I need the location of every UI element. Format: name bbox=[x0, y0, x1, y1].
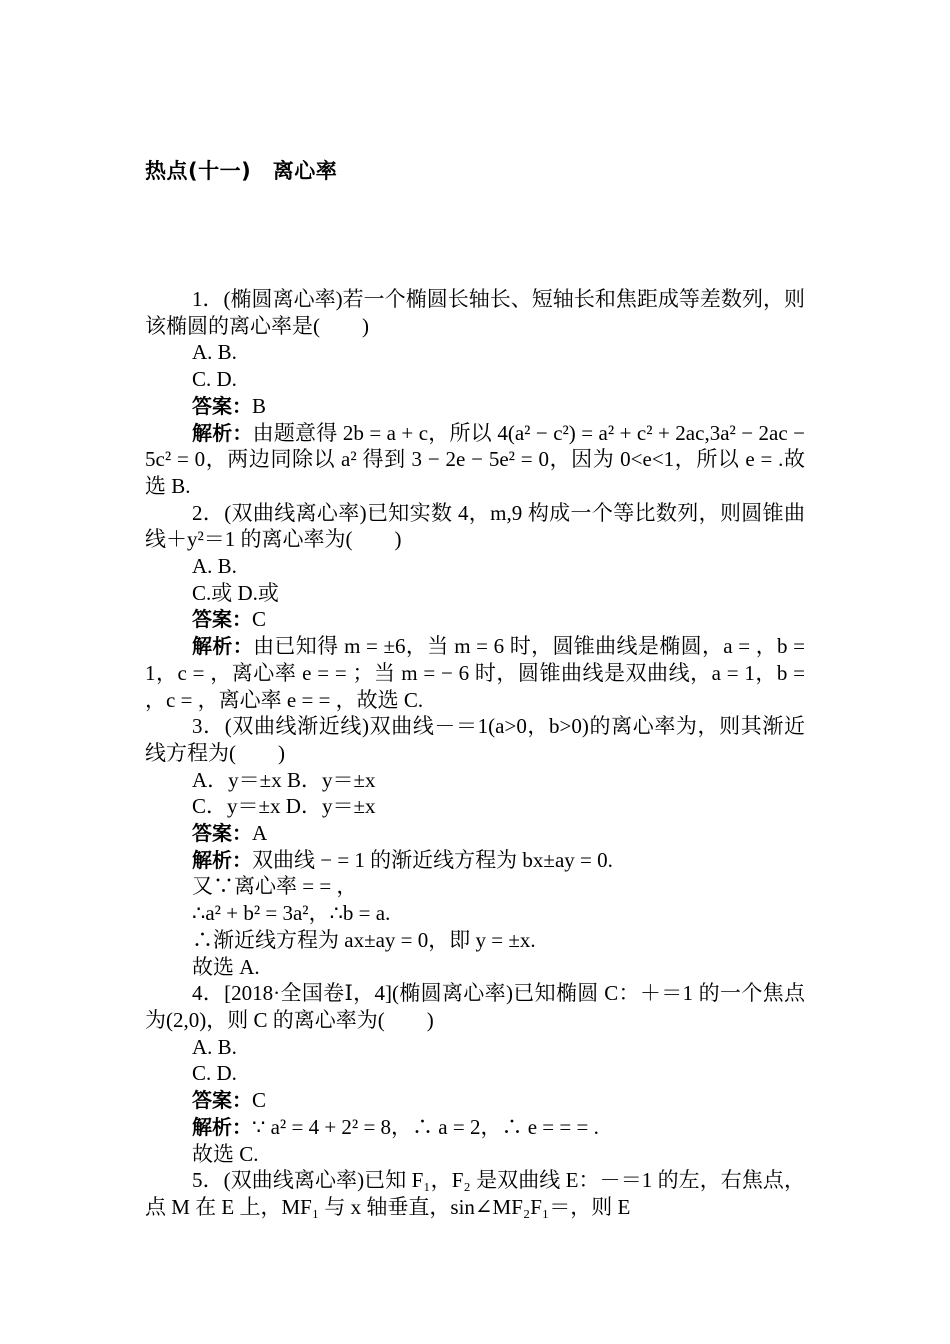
q1-analysis bbox=[145, 420, 805, 500]
q4-answer bbox=[145, 1087, 805, 1114]
answer-label: 答案： bbox=[192, 1088, 252, 1113]
answer-value: C bbox=[252, 607, 267, 632]
analysis-text: 由题意得 2b = a + c，所以 4(a² − c²) = a² + c² + 2ac,3a² − 2ac − 5c² = 0，两边同除以 a² 得到 3 − 2e − 5e² = 0，因为 0<e<1，所以 e = .故选 B. bbox=[145, 420, 805, 498]
q2-options-cd: C.或 D.或 bbox=[192, 580, 279, 605]
q2-options-ab: A. B. bbox=[192, 554, 237, 579]
answer-value: C bbox=[252, 1088, 267, 1113]
q5-stem: 5．(双曲线离心率)已知 F₁，F₂ 是双曲线 E：－＝1 的左，右焦点，点 M 在 E 上，MF₁ 与 x 轴垂直，sin∠MF₂F₁＝，则 E bbox=[145, 1168, 805, 1219]
q2-stem: 2．(双曲线离心率)已知实数 4，m,9 构成一个等比数列，则圆锥曲线＋y²＝1 的离心率为( ) bbox=[145, 500, 805, 552]
q4-analysis-line-1: 故选 C. bbox=[192, 1141, 259, 1166]
q1-stem: 1．(椭圆离心率)若一个椭圆长轴长、短轴长和焦距成等差数列，则该椭圆的离心率是( ) bbox=[145, 287, 805, 338]
q3-analysis bbox=[145, 847, 805, 874]
analysis-label: 解析： bbox=[192, 634, 254, 659]
q4-stem: 4．[2018·全国卷Ⅰ，4](椭圆离心率)已知椭圆 C：＋＝1 的一个焦点为(2,0)，则 C 的离心率为( ) bbox=[145, 981, 805, 1032]
q3-analysis-line-1: 又∵离心率 = = ， bbox=[192, 874, 358, 899]
q3-answer bbox=[145, 820, 805, 847]
q3-analysis-line-4: 故选 A. bbox=[192, 954, 260, 979]
q1-options-cd: C. D. bbox=[192, 367, 237, 392]
answer-label: 答案： bbox=[192, 393, 252, 418]
answer-value: B bbox=[252, 393, 267, 418]
q1-options-ab: A. B. bbox=[192, 340, 237, 365]
page-title: 热点(十一) 离心率 bbox=[145, 159, 338, 183]
q2-analysis bbox=[145, 633, 805, 713]
q3-analysis-line-2: ∴a² + b² = 3a²，∴b = a. bbox=[192, 901, 391, 926]
analysis-text: ∵ a² = 4 + 2² = 8，∴ a = 2，∴ e = = = . bbox=[252, 1114, 599, 1139]
answer-label: 答案： bbox=[192, 607, 252, 632]
q4-analysis bbox=[145, 1114, 805, 1141]
q3-stem: 3．(双曲线渐近线)双曲线－＝1(a>0，b>0)的离心率为，则其渐近线方程为( ) bbox=[145, 714, 805, 765]
analysis-text: 双曲线 − = 1 的渐近线方程为 bx±ay = 0. bbox=[252, 847, 613, 872]
answer-value: A bbox=[252, 821, 268, 846]
q1-answer bbox=[145, 393, 805, 420]
q3-options-cd: C．y＝±x D．y＝±x bbox=[192, 794, 376, 819]
q4-options-cd: C. D. bbox=[192, 1061, 237, 1086]
q3-analysis-line-3: ∴渐近线方程为 ax±ay = 0，即 y = ±x. bbox=[192, 927, 536, 952]
q3-options-ab: A．y＝±x B．y＝±x bbox=[192, 767, 376, 792]
q2-answer bbox=[145, 606, 805, 633]
answer-label: 答案： bbox=[192, 821, 252, 846]
analysis-label: 解析： bbox=[192, 1114, 252, 1139]
problem-list bbox=[145, 286, 805, 1221]
analysis-label: 解析： bbox=[192, 420, 253, 445]
analysis-text: 由已知得 m = ±6，当 m = 6 时，圆锥曲线是椭圆，a = ，b = 1，c = ，离心率 e = = ；当 m = − 6 时，圆锥曲线是双曲线，a = 1，b = ，c = ，离心率 e = = ，故选 C. bbox=[145, 634, 805, 712]
q4-options-ab: A. B. bbox=[192, 1034, 237, 1059]
analysis-label: 解析： bbox=[192, 847, 252, 872]
